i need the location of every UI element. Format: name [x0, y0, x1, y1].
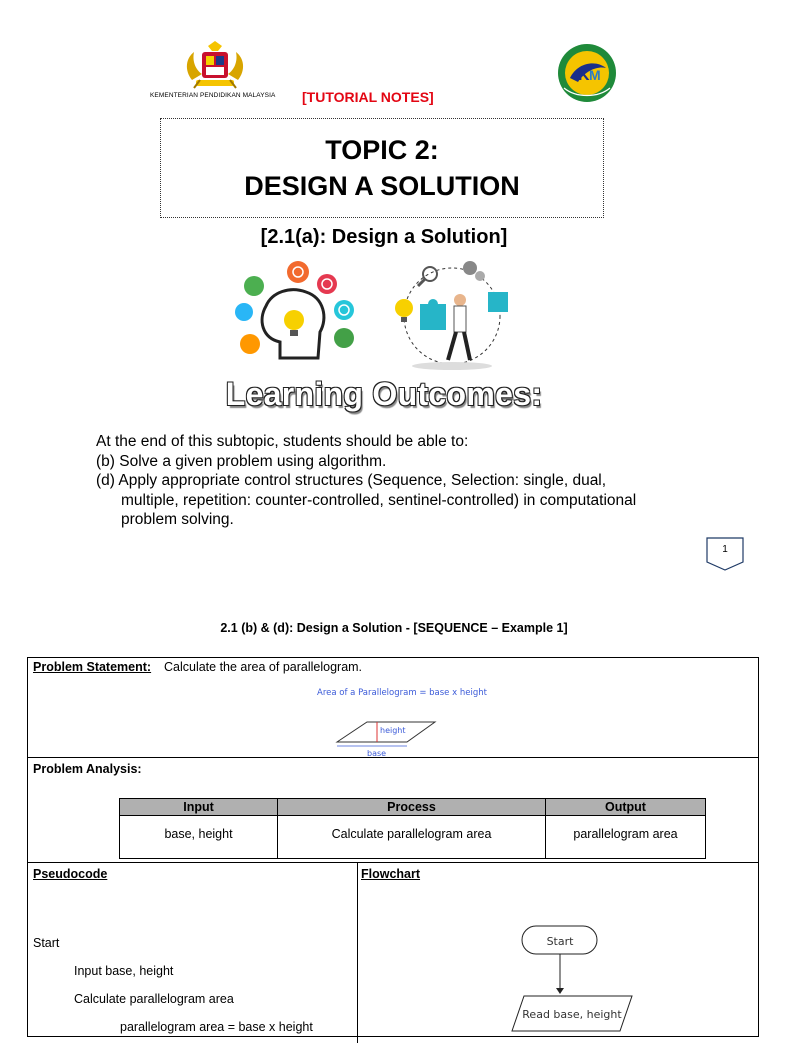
parallelogram-diagram: [303, 682, 523, 760]
problem-statement-row: [28, 658, 758, 758]
subtopic-title: [2.1(a): Design a Solution]: [260, 226, 508, 248]
pseudocode-line: parallelogram area = base x height: [120, 1020, 313, 1034]
output-value: parallelogram area: [573, 827, 678, 841]
learning-outcome-item: (b) Solve a given problem using algorithm.: [96, 452, 387, 470]
topic-title: DESIGN A SOLUTION: [244, 171, 520, 201]
input-column: [120, 799, 278, 858]
input-header: Input: [120, 799, 277, 816]
brain-ideas-illustration: [232, 258, 367, 370]
section-heading: 2.1 (b) & (d): Design a Solution - [SEQUENCE – Example 1]: [220, 621, 568, 635]
column-divider: [357, 863, 358, 1043]
flowchart-diagram: [468, 893, 668, 1043]
problem-analysis-row: [28, 758, 758, 863]
learning-outcomes-list: [96, 432, 656, 530]
problem-analysis-label: Problem Analysis:: [33, 762, 142, 776]
svg-text:M: M: [589, 67, 601, 83]
output-column: [546, 799, 705, 858]
height-label: height: [380, 726, 406, 735]
pseudocode-line: Calculate parallelogram area: [74, 992, 234, 1006]
ministry-coat-of-arms-logo: [180, 40, 250, 90]
input-value: base, height: [164, 827, 233, 841]
pseudocode-label: Pseudocode: [33, 867, 108, 881]
area-formula: Area of a Parallelogram = base x height: [317, 688, 487, 698]
ministry-caption: KEMENTERIAN PENDIDIKAN MALAYSIA: [150, 92, 276, 99]
page-number-badge: [706, 537, 744, 571]
tutorial-notes-tag: [TUTORIAL NOTES]: [302, 89, 434, 105]
flowchart-start-text: Start: [546, 935, 574, 948]
topic-number: TOPIC 2:: [325, 135, 439, 165]
base-label: base: [367, 749, 387, 758]
pseudocode-flowchart-row: [28, 863, 758, 1043]
learning-outcome-item: (d) Apply appropriate control structures (Sequence, Selection: single, dual, multiple, repetition: counter-controlled, sentinel-controlled) in computational problem solving.: [96, 472, 637, 528]
pseudocode-line: Input base, height: [74, 964, 174, 978]
flowchart-label: Flowchart: [361, 867, 421, 881]
title-box: [160, 118, 604, 218]
solution-design-table: [27, 657, 759, 1037]
output-header: Output: [546, 799, 705, 816]
learning-outcomes-intro: At the end of this subtopic, students should be able to:: [96, 433, 469, 450]
process-column: [278, 799, 546, 858]
pseudocode-line: Start: [33, 936, 60, 950]
flowchart-arrowhead: [556, 988, 564, 994]
problem-statement-text: Calculate the area of parallelogram.: [164, 660, 363, 674]
puzzle-teamwork-illustration: [390, 256, 515, 371]
process-value: Calculate parallelogram area: [331, 827, 492, 841]
svg-text:K: K: [578, 67, 590, 84]
flowchart-read-text: Read base, height: [522, 1008, 622, 1021]
ipo-table: [119, 798, 706, 859]
problem-statement-label: Problem Statement:: [33, 660, 152, 674]
college-logo: [556, 42, 618, 104]
learning-outcomes-heading: Learning Outcomes:: [225, 376, 543, 412]
page-number: 1: [722, 544, 728, 555]
process-header: Process: [278, 799, 545, 816]
